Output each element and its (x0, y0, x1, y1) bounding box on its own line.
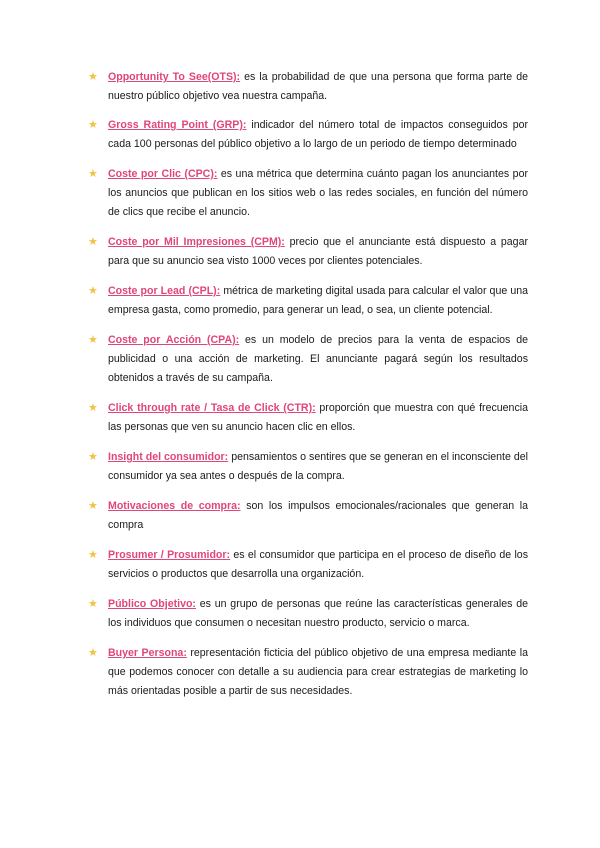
glossary-term: Coste por Acción (CPA): (108, 334, 240, 346)
glossary-definition: métrica de marketing digital usada para calcular el valor que una empresa gasta, como promedio, para generar un lead, o sea, un cliente potencial. (108, 285, 528, 316)
star-icon: ★ (88, 549, 98, 561)
star-icon: ★ (88, 285, 98, 297)
glossary-definition: indicador del número total de impactos conseguidos por cada 100 personas del público objetivo a lo largo de un periodo de tiempo determinado (108, 119, 528, 150)
glossary-term: Gross Rating Point (GRP): (108, 119, 247, 131)
glossary-entry (88, 282, 528, 320)
glossary-definition: es un grupo de personas que reúne las características generales de los individuos que consumen o necesitan nuestro producto, servicio o marca. (108, 598, 529, 629)
glossary-entry (88, 331, 528, 388)
glossary-definition: son los impulsos emocionales/racionales que generan la compra (108, 500, 528, 531)
glossary-term: Buyer Persona: (108, 647, 187, 659)
star-icon: ★ (88, 236, 98, 248)
glossary-term: Coste por Mil Impresiones (CPM): (108, 236, 285, 248)
glossary-entry (88, 546, 528, 584)
glossary-definition: proporción que muestra con qué frecuencia las personas que ven su anuncio hacen clic en ellos. (108, 402, 528, 433)
glossary-entry (88, 68, 528, 106)
star-icon: ★ (88, 334, 98, 346)
glossary-term: Insight del consumidor: (108, 451, 229, 463)
glossary-definition: precio que el anunciante está dispuesto a pagar para que su anuncio sea visto 1000 veces por clientes potenciales. (108, 236, 528, 267)
glossary-definition: es la probabilidad de que una persona que forma parte de nuestro público objetivo vea nuestra campaña. (108, 71, 528, 102)
glossary-entry (88, 165, 528, 222)
glossary-term: Público Objetivo: (108, 598, 196, 610)
glossary-entry (88, 399, 528, 437)
glossary-entry (88, 448, 528, 486)
glossary-definition: representación ficticia del público objetivo de una empresa mediante la que podemos conocer con detalle a su audiencia para crear estrategias de marketing lo más orientadas posible a partir de sus necesidades. (108, 647, 528, 697)
glossary-term: Coste por Clic (CPC): (108, 168, 218, 180)
glossary-term: Click through rate / Tasa de Click (CTR): (108, 402, 316, 414)
star-icon: ★ (88, 402, 98, 414)
glossary-entry (88, 644, 528, 701)
glossary-term: Prosumer / Prosumidor: (108, 549, 231, 561)
star-icon: ★ (88, 451, 98, 463)
glossary-entry (88, 116, 528, 154)
star-icon: ★ (88, 500, 98, 512)
glossary-term: Opportunity To See(OTS): (108, 71, 241, 83)
glossary-term: Coste por Lead (CPL): (108, 285, 221, 297)
glossary-definition: es una métrica que determina cuánto pagan los anunciantes por los anuncios que publican en los sitios web o las redes sociales, en función del número de clics que recibe el anuncio. (108, 168, 528, 218)
star-icon: ★ (88, 598, 98, 610)
star-icon: ★ (88, 71, 98, 83)
glossary-list (88, 68, 528, 701)
star-icon: ★ (88, 168, 98, 180)
glossary-definition: es un modelo de precios para la venta de espacios de publicidad o una acción de marketing. El anunciante pagará según los resultados obtenidos a través de su campaña. (108, 334, 528, 384)
star-icon: ★ (88, 647, 98, 659)
glossary-definition: es el consumidor que participa en el proceso de diseño de los servicios o productos que desarrolla una organización. (108, 549, 528, 580)
star-icon: ★ (88, 119, 98, 131)
glossary-definition: pensamientos o sentires que se generan en el inconsciente del consumidor ya sea antes o después de la compra. (108, 451, 528, 482)
glossary-entry (88, 233, 528, 271)
glossary-term: Motivaciones de compra: (108, 500, 241, 512)
glossary-entry (88, 497, 528, 535)
glossary-entry (88, 595, 528, 633)
